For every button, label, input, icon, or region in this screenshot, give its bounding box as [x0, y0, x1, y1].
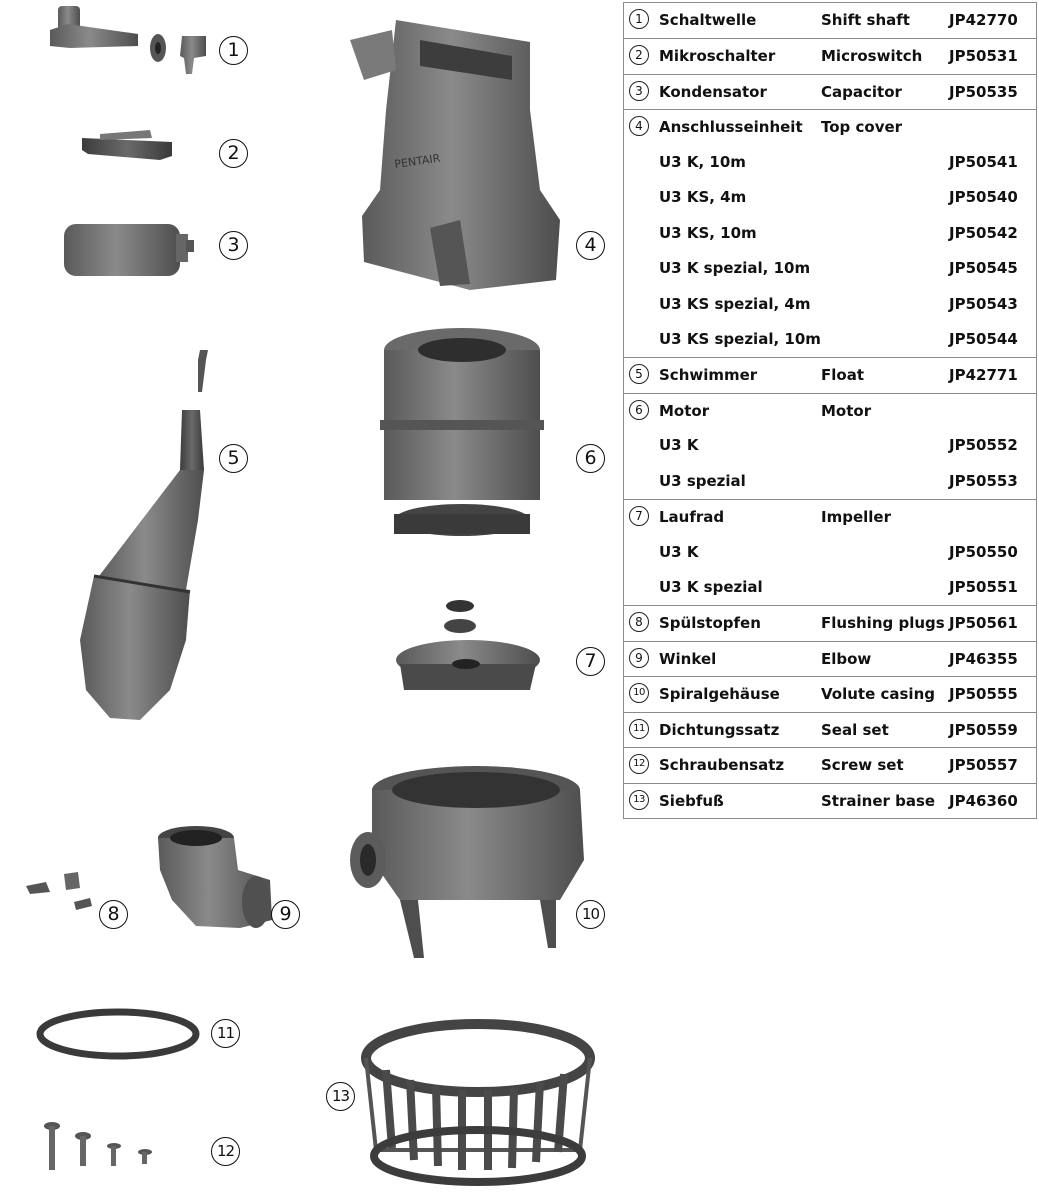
- parts-list-table: [623, 2, 1037, 819]
- part-name-english: Seal set: [821, 720, 889, 739]
- parts-row: [624, 109, 1036, 144]
- part-article-number: JP46360: [949, 791, 1018, 810]
- part-article-number: JP50531: [949, 47, 1018, 66]
- part-number-callout: 1: [629, 9, 649, 29]
- part-article-number: JP50561: [949, 614, 1018, 633]
- part-name-german: U3 K: [659, 436, 699, 455]
- part-article-number: JP50552: [949, 436, 1018, 455]
- part-number-callout: 5: [629, 364, 649, 384]
- part-name-english: Motor: [821, 401, 872, 420]
- part-article-number: JP50543: [949, 294, 1018, 313]
- callout-4: 4: [576, 231, 605, 260]
- part-article-number: JP46355: [949, 649, 1018, 668]
- strainer-base-part: [366, 1024, 590, 1182]
- parts-row: [624, 393, 1036, 428]
- part-article-number: JP50555: [949, 685, 1018, 704]
- callout-5: 5: [219, 444, 248, 473]
- part-name-german: Motor: [659, 401, 710, 420]
- parts-row: [624, 3, 1036, 38]
- part-name-german: Spülstopfen: [659, 614, 761, 633]
- microswitch-part: [82, 130, 172, 160]
- parts-row: [624, 535, 1036, 570]
- part-number-callout: 4: [629, 116, 649, 136]
- part-name-english: Capacitor: [821, 82, 902, 101]
- part-name-german: U3 KS, 10m: [659, 223, 757, 242]
- part-name-german: U3 KS, 4m: [659, 188, 747, 207]
- volute-casing-part: [350, 766, 584, 958]
- elbow-part: [158, 826, 272, 928]
- part-article-number: JP50542: [949, 223, 1018, 242]
- screw-set-part: [44, 1122, 152, 1170]
- part-name-english: Screw set: [821, 756, 904, 775]
- part-name-english: Flushing plugs: [821, 614, 945, 633]
- parts-row: [624, 747, 1036, 782]
- part-number-callout: 12: [629, 754, 649, 774]
- part-name-german: U3 KS spezial, 10m: [659, 329, 821, 348]
- parts-row: [624, 499, 1036, 534]
- parts-row: [624, 357, 1036, 392]
- part-article-number: JP42771: [949, 366, 1018, 385]
- part-name-english: Microswitch: [821, 47, 923, 66]
- callout-9: 9: [271, 900, 300, 929]
- part-article-number: JP50541: [949, 152, 1018, 171]
- part-number-callout: 7: [629, 506, 649, 526]
- parts-row: [624, 464, 1036, 499]
- callout-12: 12: [211, 1137, 240, 1166]
- float-part: [80, 350, 208, 720]
- part-number-callout: 11: [629, 719, 649, 739]
- callout-8: 8: [99, 900, 128, 929]
- callout-1: 1: [219, 36, 248, 65]
- part-name-german: U3 K spezial: [659, 578, 763, 596]
- part-name-german: Winkel: [659, 649, 717, 668]
- part-number-callout: 9: [629, 648, 649, 668]
- parts-row: [624, 216, 1036, 251]
- motor-part: [380, 328, 544, 536]
- part-article-number: JP50551: [949, 578, 1018, 596]
- parts-row: [624, 641, 1036, 676]
- part-article-number: JP42770: [949, 11, 1018, 29]
- part-number-callout: 3: [629, 81, 649, 101]
- part-name-english: Top cover: [821, 118, 903, 137]
- part-name-german: U3 KS spezial, 4m: [659, 294, 811, 313]
- parts-row: [624, 783, 1036, 818]
- part-number-callout: 6: [629, 400, 649, 420]
- shift-shaft-part: [50, 6, 206, 74]
- part-article-number: JP50553: [949, 471, 1018, 490]
- part-name-german: Mikroschalter: [659, 47, 776, 66]
- part-article-number: JP50535: [949, 82, 1018, 101]
- part-name-german: Schwimmer: [659, 366, 758, 385]
- part-article-number: JP50545: [949, 259, 1018, 278]
- callout-7: 7: [576, 647, 605, 676]
- part-article-number: JP50557: [949, 756, 1018, 775]
- parts-row: [624, 605, 1036, 640]
- part-name-english: Float: [821, 366, 864, 385]
- parts-row: [624, 145, 1036, 180]
- parts-row: [624, 322, 1036, 357]
- part-article-number: JP50550: [949, 542, 1018, 561]
- part-name-english: Elbow: [821, 649, 872, 668]
- parts-row: [624, 74, 1036, 109]
- part-name-english: Shift shaft: [821, 11, 910, 29]
- part-name-german: U3 spezial: [659, 471, 746, 490]
- parts-row: [624, 570, 1036, 605]
- callout-11: 11: [211, 1019, 240, 1048]
- part-name-german: Siebfuß: [659, 791, 724, 810]
- parts-row: [624, 676, 1036, 711]
- part-name-german: Anschlusseinheit: [659, 118, 803, 137]
- parts-row: [624, 712, 1036, 747]
- part-name-german: Schraubensatz: [659, 756, 785, 775]
- part-number-callout: 2: [629, 45, 649, 65]
- callout-3: 3: [219, 231, 248, 260]
- part-name-german: U3 K: [659, 542, 699, 561]
- parts-row: [624, 428, 1036, 463]
- part-name-english: Strainer base: [821, 791, 936, 810]
- impeller-part: [396, 600, 540, 690]
- part-name-german: Spiralgehäuse: [659, 685, 780, 704]
- part-name-german: Kondensator: [659, 82, 767, 101]
- part-article-number: JP50544: [949, 329, 1018, 348]
- part-number-callout: 10: [629, 683, 649, 703]
- part-number-callout: 13: [629, 790, 649, 810]
- part-number-callout: 8: [629, 612, 649, 632]
- callout-6: 6: [576, 444, 605, 473]
- part-name-german: U3 K, 10m: [659, 152, 746, 171]
- flushing-plugs-part: [26, 872, 92, 910]
- part-name-english: Impeller: [821, 508, 891, 527]
- part-article-number: JP50540: [949, 188, 1018, 207]
- capacitor-part: [64, 224, 194, 276]
- part-article-number: JP50559: [949, 720, 1018, 739]
- part-name-german: Dichtungssatz: [659, 720, 780, 739]
- part-name-german: Laufrad: [659, 508, 725, 527]
- callout-10: 10: [576, 900, 605, 929]
- top-cover-part: [350, 20, 560, 290]
- callout-13: 13: [326, 1082, 355, 1111]
- part-name-german: U3 K spezial, 10m: [659, 259, 811, 278]
- parts-row: [624, 251, 1036, 286]
- svg-text:PENTAIR: PENTAIR: [393, 151, 442, 171]
- seal-ring-part: [40, 1012, 196, 1056]
- parts-row: [624, 180, 1036, 215]
- parts-row: [624, 38, 1036, 73]
- callout-2: 2: [219, 139, 248, 168]
- part-name-english: Volute casing: [821, 685, 935, 704]
- parts-row: [624, 287, 1036, 322]
- part-name-german: Schaltwelle: [659, 11, 757, 29]
